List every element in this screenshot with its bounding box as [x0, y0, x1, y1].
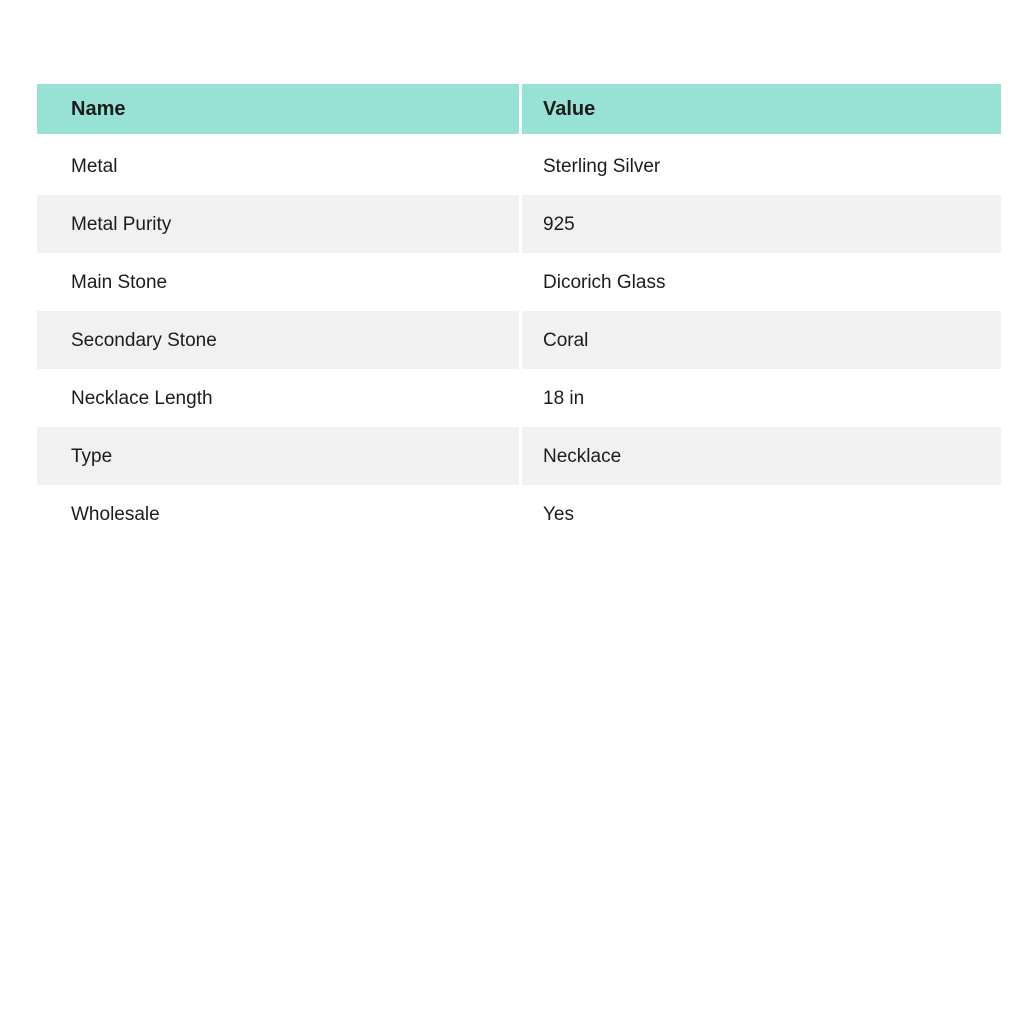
header-name-cell: Name	[37, 84, 522, 134]
row-value-cell: Necklace	[522, 427, 1001, 485]
spec-table	[37, 84, 1001, 543]
table-row	[37, 427, 1001, 485]
row-name-cell: Metal	[37, 137, 522, 195]
table-row	[37, 485, 1001, 543]
row-value-cell: Dicorich Glass	[543, 271, 666, 293]
row-value-cell: Sterling Silver	[543, 155, 661, 177]
row-name-cell: Secondary Stone	[37, 311, 522, 369]
row-value-cell: 925	[522, 195, 1001, 253]
table-row	[37, 253, 1001, 311]
row-name-cell: Necklace Length	[37, 369, 522, 427]
table-row	[37, 195, 1001, 253]
row-value-cell: 18 in	[543, 387, 585, 409]
header-value-cell: Value	[522, 84, 1001, 134]
table-header-row	[37, 84, 1001, 134]
table-row	[37, 311, 1001, 369]
row-name-cell: Type	[37, 427, 522, 485]
table-row	[37, 369, 1001, 427]
row-name-cell: Main Stone	[37, 253, 522, 311]
row-value-cell: Yes	[543, 503, 574, 525]
row-value-cell: Coral	[522, 311, 1001, 369]
table-row	[37, 137, 1001, 195]
row-name-cell: Wholesale	[37, 485, 522, 543]
row-name-cell: Metal Purity	[37, 195, 522, 253]
